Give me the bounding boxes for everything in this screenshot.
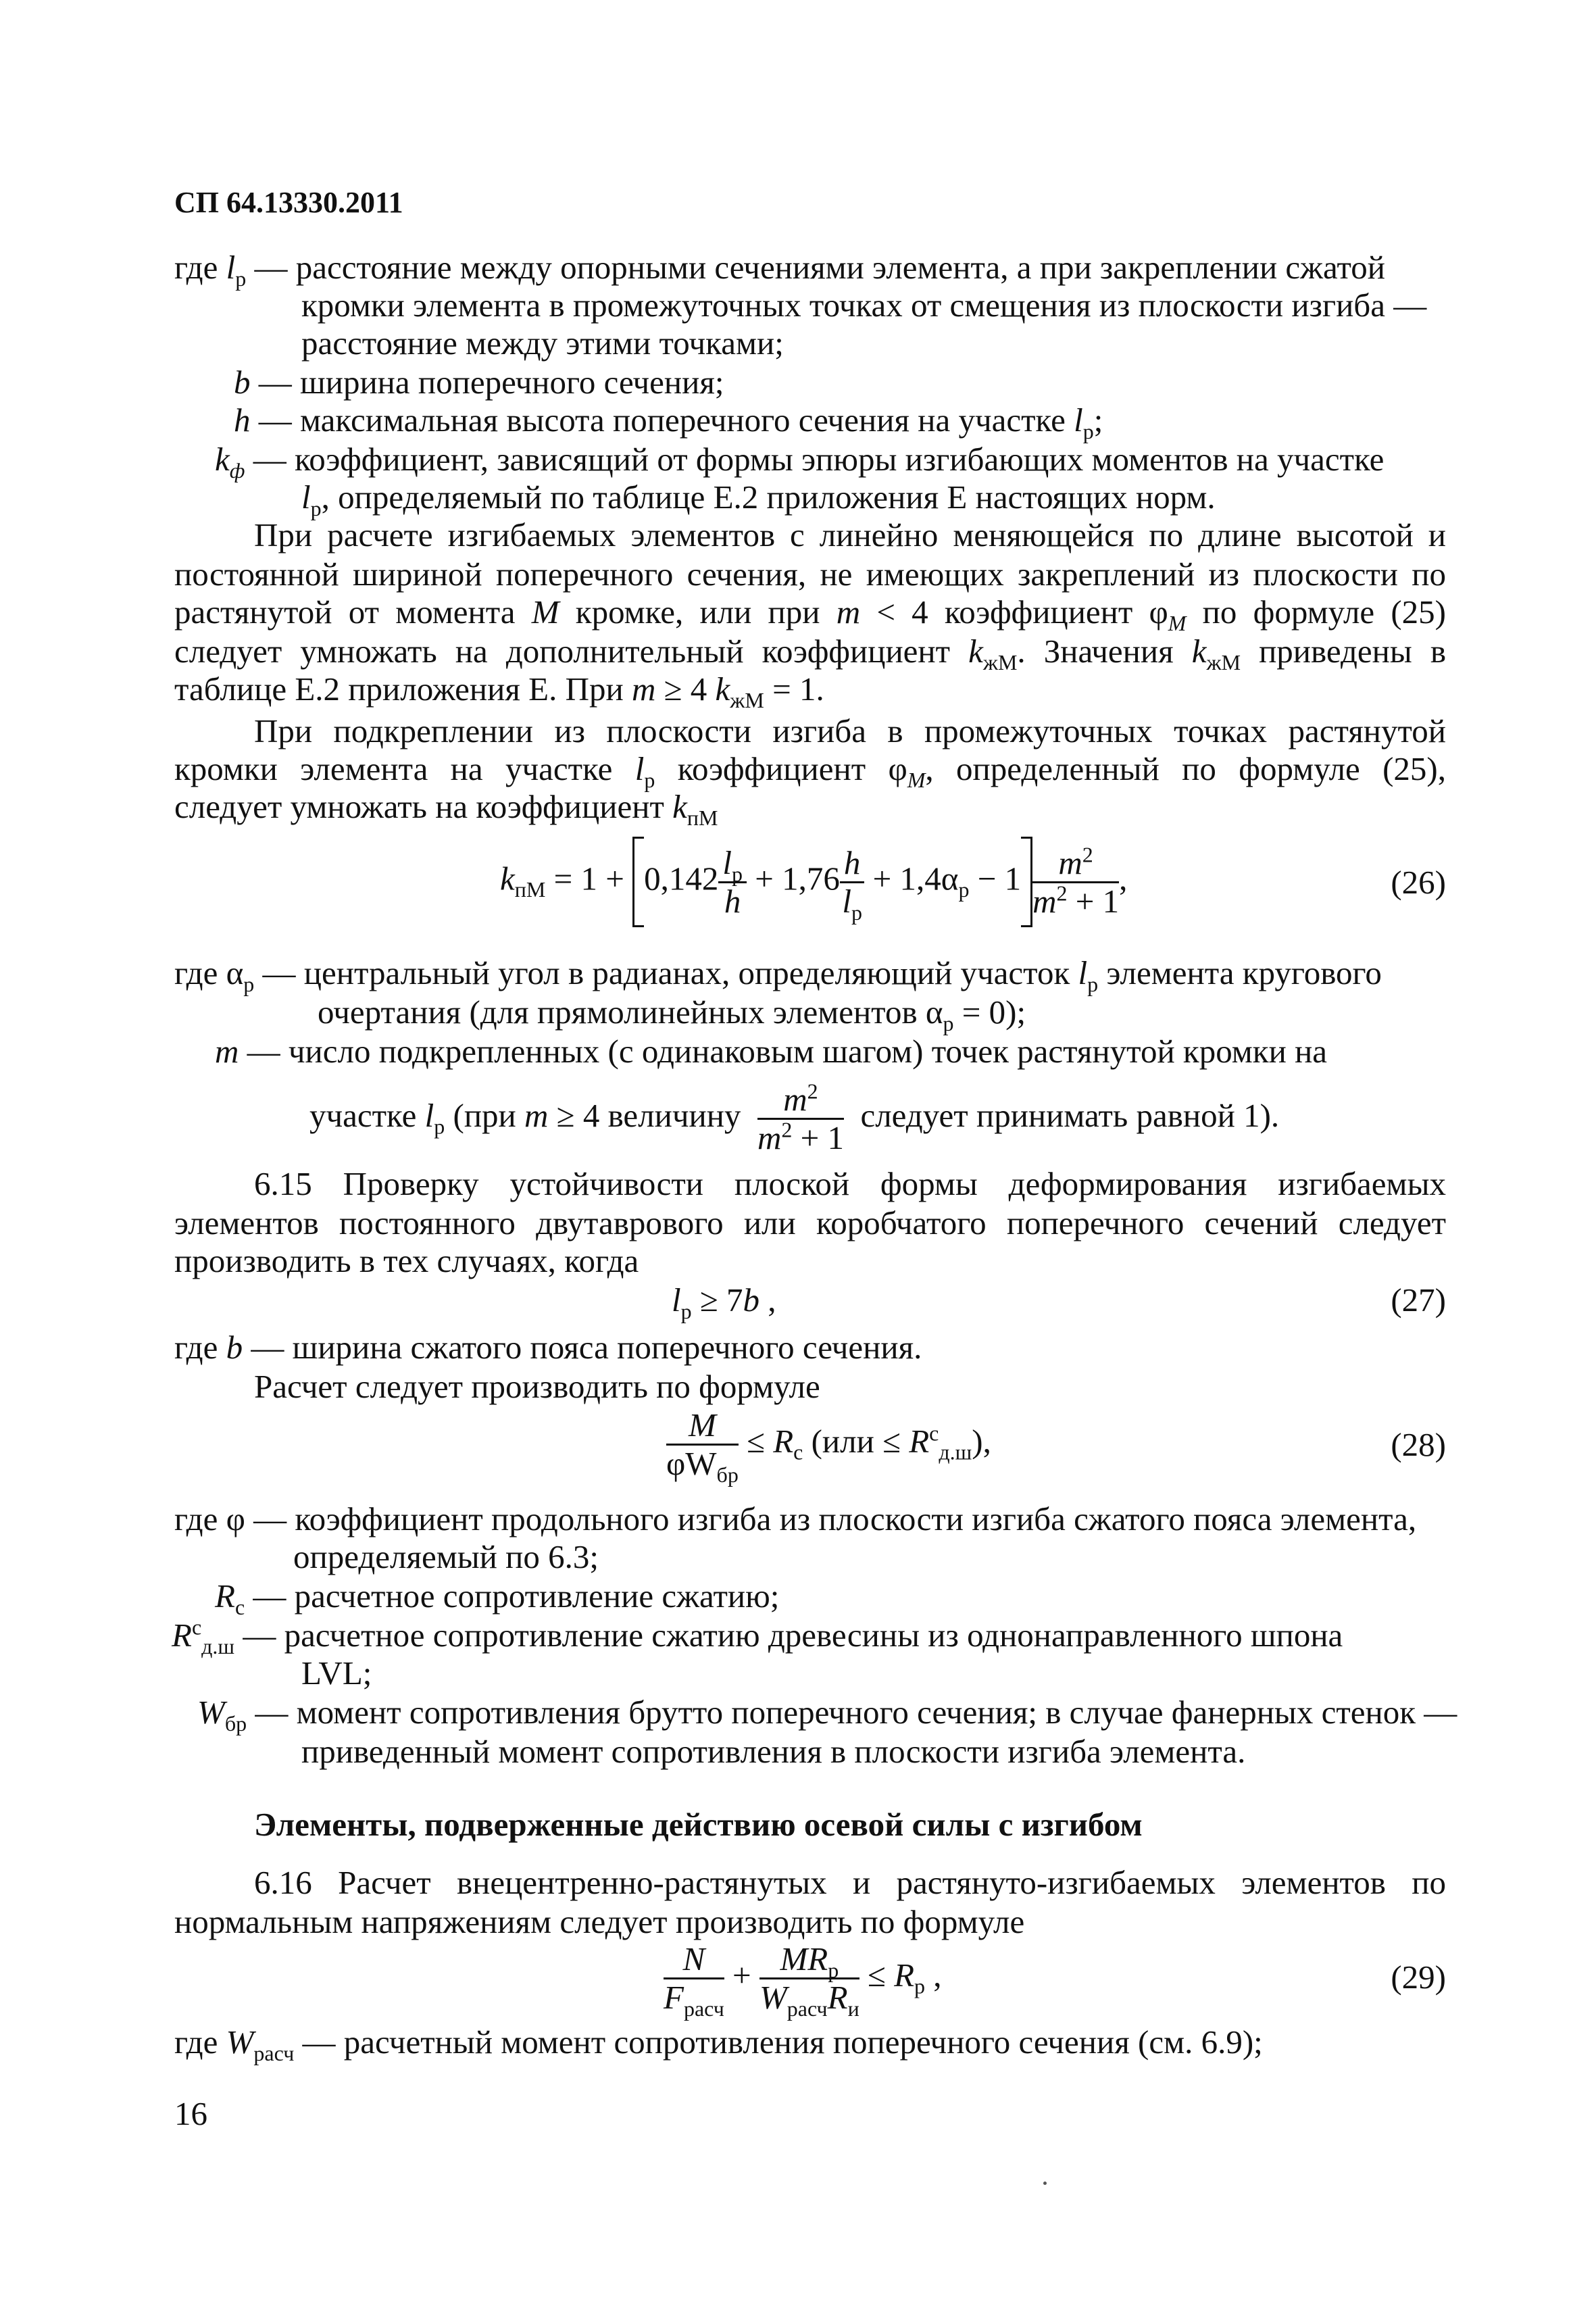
formula-28: $\frac{M}{\varphi W_{бр}}$ ≤ $R_с$ $(или \le R^с_{д.ш})$, bbox=[666, 1406, 991, 1487]
calculation-formula-intro: Расчет следует производить по формуле bbox=[254, 1368, 820, 1405]
paragraph-1-line-5: таблице Е.2 приложения Е. При m ≥ 4 $k_{жМ} = 1$. bbox=[174, 670, 824, 712]
equation-number-29: (29) bbox=[1391, 1959, 1446, 1996]
definition-rc: $R_с$ — расчетное сопротивление сжатию; bbox=[215, 1577, 780, 1619]
equation-number-26: (26) bbox=[1391, 864, 1446, 901]
definition-alpha-line-2: очертания (для прямолинейных элементов $\alpha_р = 0$); bbox=[318, 993, 1026, 1035]
definition-r-lvl-line-2: LVL; bbox=[301, 1654, 372, 1692]
paragraph-615-line-2: элементов постоянного двутаврового или коробчатого поперечного сечений следует bbox=[174, 1204, 1446, 1241]
scan-speck bbox=[1043, 2182, 1047, 2185]
definition-m-line-1: m — число подкрепленных (с одинаковым шагом) точек растянутой кромки на bbox=[215, 1033, 1328, 1070]
page-number: 16 bbox=[174, 2095, 207, 2132]
paragraph-2-line-2: кромки элемента на участке $l_р$ коэффициент $\varphi_M$, определенный по формуле (25), bbox=[174, 750, 1446, 792]
paragraph-616-line-1: 6.16 Расчет внецентренно-растянутых и растянуто-изгибаемых элементов по bbox=[254, 1864, 1446, 1901]
definition-b: b — ширина поперечного сечения; bbox=[234, 364, 724, 401]
paragraph-2-line-3: следует умножать на коэффициент $k_{пМ}$ bbox=[174, 788, 718, 830]
definition-kf-line-2: $l_р$, определяемый по таблице Е.2 приложения Е настоящих норм. bbox=[301, 478, 1216, 520]
paragraph-615-line-3: производить в тех случаях, когда bbox=[174, 1242, 639, 1279]
definition-alpha-line-1: где $\alpha_р$ — центральный угол в радианах, определяющий участок $l_р$ элемента кругового bbox=[174, 954, 1382, 996]
definition-kf-line-1: $k_ф$ — коэффициент, зависящий от формы эпюры изгибающих моментов на участке bbox=[215, 441, 1385, 483]
definition-lp-line-2: кромки элемента в промежуточных точках от смещения из плоскости изгиба — bbox=[301, 287, 1427, 324]
definition-phi-line-1: где φ — коэффициент продольного изгиба из плоскости изгиба сжатого пояса элемента, bbox=[174, 1500, 1417, 1537]
equation-number-28: (28) bbox=[1391, 1426, 1446, 1463]
document-code-header: СП 64.13330.2011 bbox=[174, 186, 403, 219]
equation-number-27: (27) bbox=[1391, 1281, 1446, 1319]
paragraph-2-line-1: При подкреплении из плоскости изгиба в промежуточных точках растянутой bbox=[254, 712, 1446, 749]
definition-lp-line-1: где $l_р$ — расстояние между опорными сечениями элемента, а при закреплении сжатой bbox=[174, 249, 1386, 291]
paragraph-615-line-1: 6.15 Проверку устойчивости плоской формы деформирования изгибаемых bbox=[254, 1165, 1446, 1202]
paragraph-616-line-2: нормальным напряжениям следует производить по формуле bbox=[174, 1903, 1025, 1940]
definition-w-line-1: $W_{бр}$ — момент сопротивления брутто поперечного сечения; в случае фанерных стенок — bbox=[197, 1694, 1457, 1736]
definition-h: h — максимальная высота поперечного сечения на участке $l_р$; bbox=[234, 401, 1103, 443]
formula-26: $k_{пМ} = 1 + 0,142$ $\frac{l_р}{h}$ + 1,76 $\frac{h}{l_р}$ + $1,4\alpha_р - 1$ $\frac{m^2}{m^2 + 1}$ , bbox=[500, 837, 1127, 927]
definition-m-line-2: участке $l_р$ (при m ≥ 4 величину $\frac{m^2}{m^2 + 1}$ следует принимать равной 1). bbox=[309, 1079, 1280, 1156]
formula-27: $l_р \ge 7b$ , bbox=[672, 1281, 776, 1323]
definition-r-lvl-line-1: $R^с_{д.ш}$ — расчетное сопротивление сжатию древесины из однонаправленного шпона bbox=[172, 1615, 1343, 1658]
formula-29: $\frac{N}{F_{расч}}$ + $\frac{MR_р}{W_{расч}R_и}$ ≤ $R_р$ , bbox=[664, 1940, 942, 2021]
section-heading: Элементы, подверженные действию осевой силы с изгибом bbox=[254, 1806, 1143, 1843]
paragraph-1-line-1: При расчете изгибаемых элементов с линейно меняющейся по длине высотой и bbox=[254, 516, 1446, 553]
definition-w-line-2: приведенный момент сопротивления в плоскости изгиба элемента. bbox=[301, 1733, 1246, 1770]
paragraph-1-line-2: постоянной шириной поперечного сечения, не имеющих закреплений из плоскости по bbox=[174, 556, 1446, 593]
paragraph-1-line-3: растянутой от момента M кромке, или при m < 4 коэффициент $\varphi_M$ по формуле (25) bbox=[174, 593, 1447, 635]
definition-w-calc: где $W_{расч}$ — расчетный момент сопротивления поперечного сечения (см. 6.9); bbox=[174, 2023, 1263, 2065]
definition-b-compressed-flange: где b — ширина сжатого пояса поперечного сечения. bbox=[174, 1329, 922, 1366]
definition-lp-line-3: расстояние между этими точками; bbox=[301, 324, 784, 362]
paragraph-1-line-4: следует умножать на дополнительный коэффициент $k_{жМ}$. Значения $k_{жМ}$ приведены в bbox=[174, 633, 1446, 674]
definition-phi-line-2: определяемый по 6.3; bbox=[293, 1538, 599, 1575]
